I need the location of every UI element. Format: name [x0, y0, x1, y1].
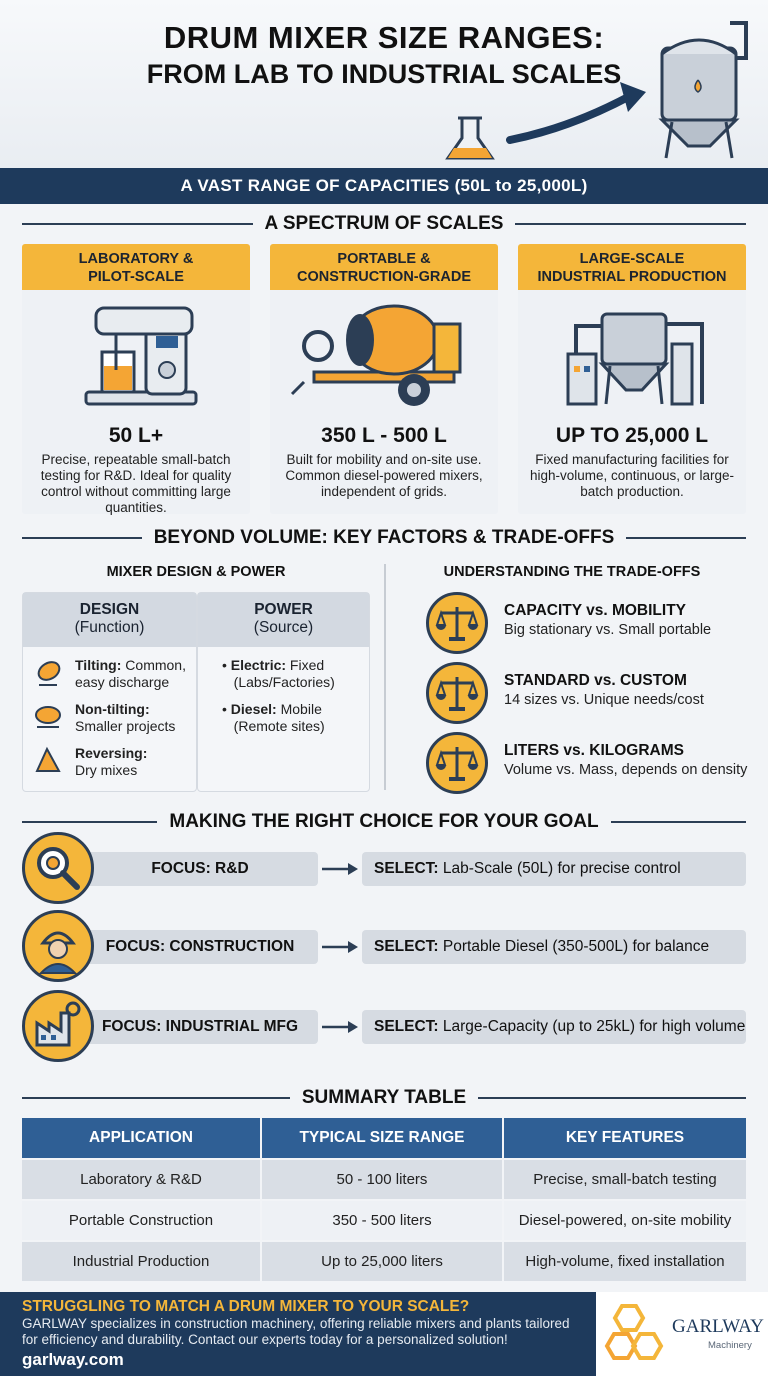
card-description: Precise, repeatable small-batch testing for R&D. Ideal for quality control without committing large quantities. — [40, 452, 232, 515]
balance-scale-icon — [426, 592, 488, 654]
balance-scale-icon — [426, 662, 488, 724]
table-cell: High-volume, fixed installation — [504, 1240, 746, 1281]
table-cell: Precise, small-batch testing — [504, 1158, 746, 1199]
cta-paragraph: GARLWAY specializes in construction machinery, offering reliable mixers and plants tailored for efficiency and durability. Contact our experts today for a personalized solution! — [22, 1316, 570, 1347]
choice-row-construction — [22, 910, 752, 984]
tradeoff-standard-custom: STANDARD vs. CUSTOM 14 sizes vs. Unique needs/cost — [426, 662, 756, 726]
title-line-2: FROM LAB TO INDUSTRIAL SCALES — [146, 59, 622, 89]
page-title — [0, 20, 768, 92]
design-item-non-tilting: Non-tilting: Smaller projects — [75, 701, 176, 734]
tradeoffs-title: UNDERSTANDING THE TRADE-OFFS — [443, 564, 701, 580]
construction-worker-icon — [22, 910, 94, 982]
summary-section-title: SUMMARY TABLE — [22, 1086, 746, 1110]
arrow-right-icon — [322, 1019, 358, 1035]
table-row — [22, 1158, 746, 1199]
choice-section-title: MAKING THE RIGHT CHOICE FOR YOUR GOAL — [22, 810, 746, 834]
lab-mixer-icon — [36, 294, 236, 414]
column-header: APPLICATION — [22, 1118, 262, 1158]
header — [0, 0, 768, 168]
growth-arrow-icon — [510, 96, 630, 140]
choice-row-industrial — [22, 990, 752, 1064]
beyond-section-title: BEYOND VOLUME: KEY FACTORS & TRADE-OFFS — [22, 526, 746, 550]
scale-card-lab — [22, 244, 250, 514]
scale-card-portable — [270, 244, 498, 514]
table-cell: Industrial Production — [22, 1240, 262, 1281]
focus-label: FOCUS: R&D — [82, 852, 318, 886]
select-recommendation: SELECT: Large-Capacity (up to 25kL) for high volume — [362, 1010, 746, 1044]
table-cell: 50 - 100 liters — [262, 1158, 504, 1199]
flask-icon — [448, 118, 492, 158]
summary-table — [22, 1118, 746, 1281]
table-cell: Diesel-powered, on-site mobility — [504, 1199, 746, 1240]
tilting-mixer-icon — [33, 657, 63, 687]
card-description: Built for mobility and on-site use. Common diesel-powered mixers, independent of grids. — [285, 452, 483, 499]
spectrum-section-title: A SPECTRUM OF SCALES — [22, 212, 746, 236]
title-line-1: DRUM MIXER SIZE RANGES: — [163, 20, 605, 55]
portable-drum-mixer-icon — [284, 294, 484, 414]
column-header: KEY FEATURES — [504, 1118, 746, 1158]
table-cell: Laboratory & R&D — [22, 1158, 262, 1199]
website-link[interactable]: garlway.com — [22, 1350, 124, 1369]
logo-sub: Machinery — [708, 1340, 752, 1351]
reversing-mixer-icon — [33, 745, 63, 775]
table-cell: Portable Construction — [22, 1199, 262, 1240]
table-cell: Up to 25,000 liters — [262, 1240, 504, 1281]
design-item-tilting: Tilting: Common, easy discharge — [75, 657, 186, 690]
power-item-diesel: • Diesel: Mobile (Remote sites) — [222, 701, 325, 734]
balance-scale-icon — [426, 732, 488, 794]
non-tilting-mixer-icon — [33, 701, 63, 731]
cta-question: STRUGGLING TO MATCH A DRUM MIXER TO YOUR SCALE? — [22, 1298, 470, 1315]
column-divider — [384, 564, 386, 790]
power-box — [197, 592, 370, 792]
garlway-logo — [596, 1292, 768, 1376]
logo-brand: GARLWAY — [672, 1316, 764, 1337]
hexagon-logo-icon — [602, 1302, 672, 1368]
design-item-reversing: Reversing: Dry mixes — [75, 745, 148, 778]
column-header: TYPICAL SIZE RANGE — [262, 1118, 504, 1158]
select-recommendation: SELECT: Portable Diesel (350-500L) for balance — [362, 930, 746, 964]
design-header: DESIGN (Function) — [23, 593, 196, 647]
choice-row-rnd — [22, 832, 752, 906]
capacity-value: 350 L - 500 L — [321, 424, 447, 447]
tradeoff-liters-kilograms: LITERS vs. KILOGRAMS Volume vs. Mass, depends on density — [426, 732, 756, 796]
capacity-banner: A VAST RANGE OF CAPACITIES (50L to 25,000L) — [0, 168, 768, 204]
select-recommendation: SELECT: Lab-Scale (50L) for precise control — [362, 852, 746, 886]
capacity-value: UP TO 25,000 L — [555, 424, 709, 447]
design-box — [22, 592, 197, 792]
table-row — [22, 1199, 746, 1240]
power-header: POWER (Source) — [198, 593, 369, 647]
arrow-right-icon — [322, 939, 358, 955]
table-cell: 350 - 500 liters — [262, 1199, 504, 1240]
power-item-electric: • Electric: Fixed (Labs/Factories) — [222, 657, 335, 690]
design-power-title: MIXER DESIGN & POWER — [106, 564, 286, 580]
card-header: LABORATORY & PILOT-SCALE — [22, 244, 250, 290]
card-header: LARGE-SCALE INDUSTRIAL PRODUCTION — [518, 244, 746, 290]
industrial-tank-icon — [532, 294, 732, 414]
table-row — [22, 1240, 746, 1281]
scale-card-industrial — [518, 244, 746, 514]
research-gear-magnifier-icon — [22, 832, 94, 904]
tradeoff-capacity-mobility: CAPACITY vs. MOBILITY Big stationary vs. Small portable — [426, 592, 756, 656]
focus-label: FOCUS: INDUSTRIAL MFG — [82, 1010, 318, 1044]
card-description: Fixed manufacturing facilities for high-volume, continuous, or large-batch production. — [529, 452, 735, 499]
card-header: PORTABLE & CONSTRUCTION-GRADE — [270, 244, 498, 290]
factory-icon — [22, 990, 94, 1062]
capacity-value: 50 L+ — [108, 424, 164, 447]
arrow-right-icon — [322, 861, 358, 877]
table-header-row — [22, 1118, 746, 1158]
focus-label: FOCUS: CONSTRUCTION — [82, 930, 318, 964]
